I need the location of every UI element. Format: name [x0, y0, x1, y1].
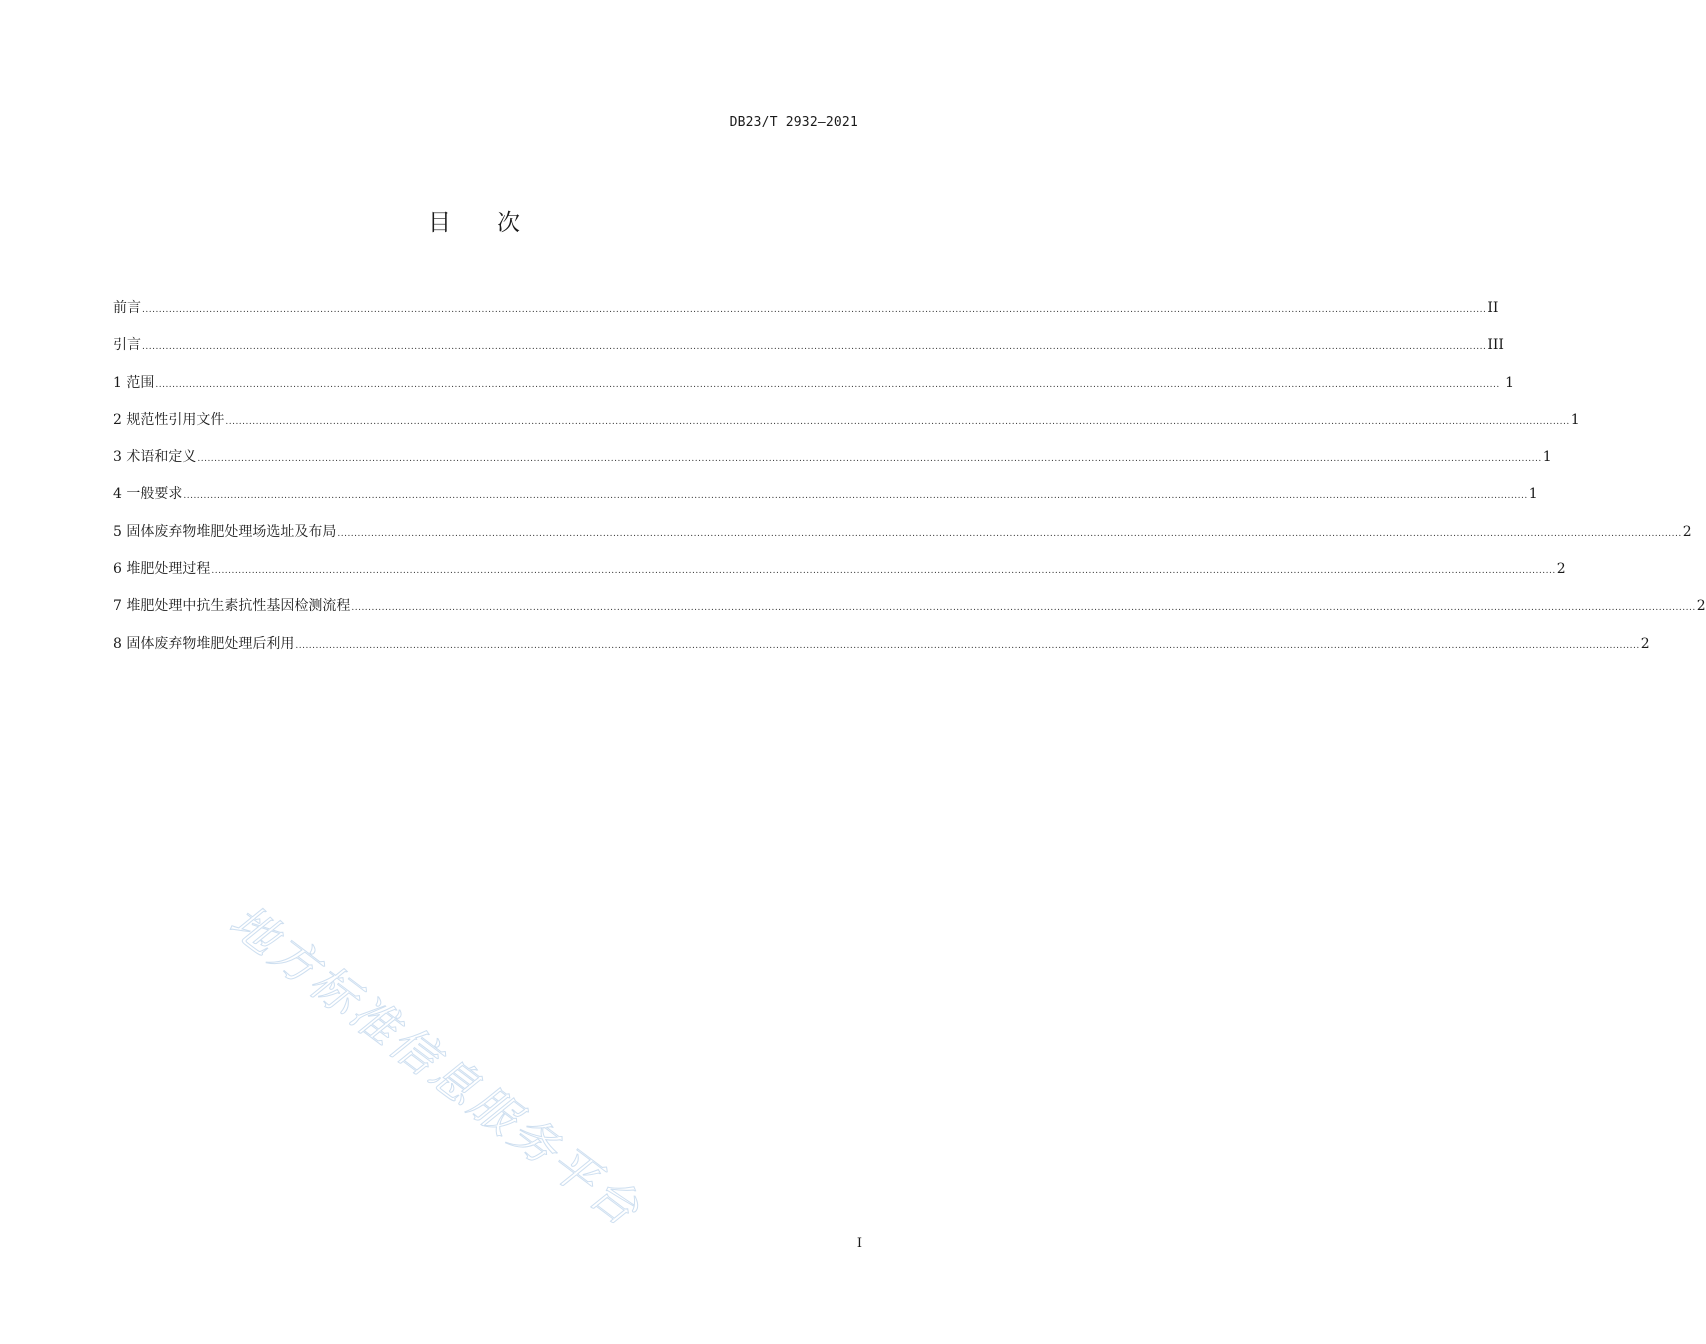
toc-leader-dots: ................................................................................................................................................................................................................................................................................................................................................................................................................	[183, 491, 1528, 502]
toc-entry-page: III	[1487, 337, 1504, 354]
toc-entry-post-utilization[interactable]	[113, 632, 1650, 669]
toc-entry-normative-references[interactable]	[113, 408, 1580, 445]
toc-entry-page: 1	[1528, 486, 1538, 503]
toc-entry-page: II	[1487, 300, 1499, 316]
toc-leader-dots: ................................................................................................................................................................................................................................................................................................................................................................................................................	[155, 379, 1500, 390]
toc-entry-page: 2	[1556, 561, 1566, 578]
toc-list	[113, 296, 1706, 669]
toc-leader-dots: ................................................................................................................................................................................................................................................................................................................................................................................................................	[142, 342, 1487, 353]
page-number: I	[856, 1236, 862, 1251]
watermark-text: 地方标准信息服务平台	[219, 893, 652, 1238]
toc-leader-dots: ................................................................................................................................................................................................................................................................................................................................................................................................................	[142, 305, 1487, 315]
toc-entry-label: 8 固体废弃物堆肥处理后利用	[113, 635, 295, 652]
toc-entry-page: 2	[1696, 598, 1706, 615]
toc-entry-terms-definitions[interactable]	[113, 445, 1552, 482]
toc-leader-dots: ................................................................................................................................................................................................................................................................................................................................................................................................................	[337, 528, 1682, 539]
toc-leader-dots: ................................................................................................................................................................................................................................................................................................................................................................................................................	[225, 416, 1570, 427]
toc-entry-composting-process[interactable]	[113, 557, 1566, 594]
toc-entry-label: 2 规范性引用文件	[113, 411, 225, 428]
toc-title	[0, 204, 950, 237]
toc-entry-label: 7 堆肥处理中抗生素抗性基因检测流程	[113, 598, 351, 615]
toc-entry-page: 1	[1500, 374, 1515, 391]
toc-entry-page: 1	[1542, 449, 1552, 466]
toc-entry-general-requirements[interactable]	[113, 482, 1538, 519]
toc-entry-site-layout[interactable]	[113, 520, 1692, 557]
toc-entry-label: 6 堆肥处理过程	[113, 561, 211, 578]
toc-entry-label: 前言	[113, 300, 141, 316]
toc-leader-dots: ................................................................................................................................................................................................................................................................................................................................................................................................................	[295, 640, 1640, 651]
toc-entry-label: 1 范围	[113, 374, 155, 391]
toc-entry-label: 4 一般要求	[113, 486, 183, 503]
toc-title-char-2: 次	[497, 210, 522, 236]
toc-entry-introduction[interactable]	[113, 333, 1504, 370]
toc-leader-dots: ................................................................................................................................................................................................................................................................................................................................................................................................................	[211, 566, 1556, 577]
toc-entry-label: 3 术语和定义	[113, 449, 197, 466]
toc-entry-foreword[interactable]	[113, 296, 1499, 333]
toc-entry-label: 引言	[113, 337, 141, 354]
toc-entry-page: 2	[1682, 523, 1692, 540]
toc-entry-label: 5 固体废弃物堆肥处理场选址及布局	[113, 523, 337, 540]
toc-title-char-1: 目	[428, 210, 453, 236]
standard-code: DB23/T 2932—2021	[729, 115, 858, 130]
toc-entry-arg-detection[interactable]	[113, 594, 1706, 631]
toc-entry-page: 2	[1640, 635, 1650, 652]
toc-entry-scope[interactable]	[113, 371, 1515, 408]
toc-entry-page: 1	[1570, 411, 1580, 428]
toc-leader-dots: ................................................................................................................................................................................................................................................................................................................................................................................................................	[351, 603, 1696, 614]
toc-leader-dots: ................................................................................................................................................................................................................................................................................................................................................................................................................	[197, 454, 1542, 465]
